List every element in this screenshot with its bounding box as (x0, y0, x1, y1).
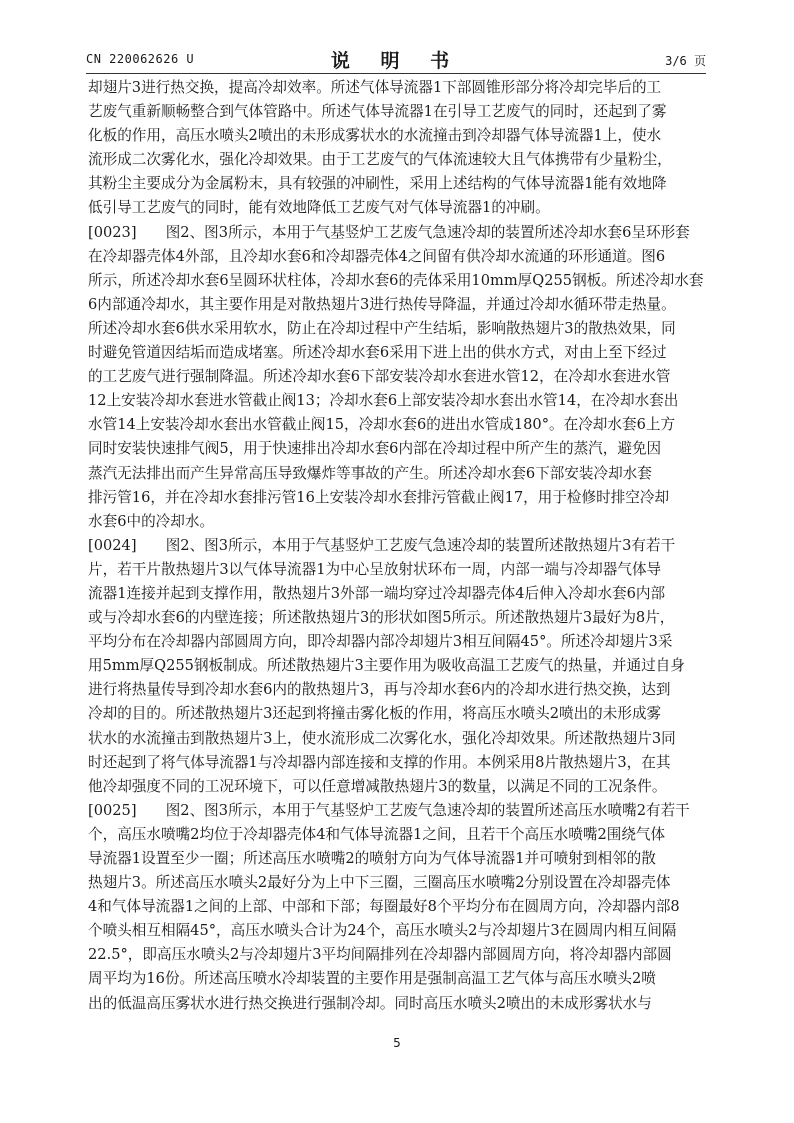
text-line: 用5mm厚Q255钢板制成。所述散热翅片3主要作用为吸收高温工艺废气的热量，并通过自身 (88, 657, 685, 675)
text-line: 片，若干片散热翅片3以气体导流器1为中心呈放射状环布一周，内部一端与冷却器气体导 (88, 560, 662, 578)
text-line: 所示，所述冷却水套6呈圆环状柱体，冷却水套6的壳体采用10mm厚Q255钢板。所述冷却水套 (88, 271, 704, 289)
document-title: 说 明 书 (330, 50, 462, 72)
text-line: 却翅片3进行热交换，提高冷却效率。所述气体导流器1下部圆锥形部分将冷却完毕后的工 (88, 79, 662, 96)
text-line: 时避免管道因结垢而造成堵塞。所述冷却水套6采用下进上出的供水方式，对由上至下经过 (88, 344, 667, 362)
text-line: 低引导工艺废气的同时，能有效地降低工艺废气对气体导流器1的冲刷。 (88, 199, 550, 217)
text-line: 他冷却强度不同的工况环境下，可以任意增减散热翅片3的数量，以满足不同的工况条件。 (88, 777, 667, 795)
text-line: 导流器1设置至少一圈；所述高压水喷嘴2的喷射方向为气体导流器1并可喷射到相邻的散 (88, 850, 656, 867)
header-rule (86, 73, 706, 74)
text-line: 化板的作用，高压水喷头2喷出的未形成雾状水的水流撞击到冷却器气体导流器1上，使水 (88, 127, 662, 145)
text-line: 或与冷却水套6的内壁连接；所述散热翅片3的形状如图5所示。所述散热翅片3最好为8片， (88, 609, 675, 627)
text-line: 周平均为16份。所述高压喷水冷却装置的主要作用是强制高温工艺气体与高压水喷头2喷 (88, 970, 656, 988)
text-line: 平均分布在冷却器内部圆周方向，即冷却器内部冷却翅片3相互间隔45°。所述冷却翅片3采 (88, 633, 673, 651)
page-indicator: 3/6 页 (665, 54, 706, 68)
text-line: 水套6中的冷却水。 (88, 512, 215, 530)
page-number: 5 (393, 1036, 401, 1050)
text-line: 流器1连接并起到支撑作用，散热翅片3外部一端均穿过冷却器壳体4后伸入冷却水套6内部 (88, 584, 666, 602)
text-line: 22.5°，即高压水喷头2与冷却翅片3平均间隔排列在冷却器内部圆周方向，将冷却器内部圆 (88, 946, 672, 964)
text-line: 的工艺废气进行强制降温。所述冷却水套6下部安装冷却水套进水管12，在冷却水套进水管 (88, 368, 671, 386)
text-line: 6内部通冷却水，其主要作用是对散热翅片3进行热传导降温，并通过冷却水循环带走热量。 (88, 295, 676, 313)
text-line: 同时安装快速排气阀5，用于快速排出冷却水套6内部在冷却过程中所产生的蒸汽，避免因 (88, 440, 662, 458)
text-line: 时还起到了将气体导流器1与冷却器内部连接和支撑的作用。本例采用8片散热翅片3，在其 (88, 753, 671, 771)
text-line: 冷却的目的。所述散热翅片3还起到将撞击雾化板的作用，将高压水喷头2喷出的未形成雾 (88, 705, 662, 723)
text-line: 艺废气重新顺畅整合到气体管路中。所述气体导流器1在引导工艺废气的同时，还起到了雾 (88, 103, 667, 121)
text-line: 在冷却器壳体4外部，且冷却水套6和冷却器壳体4之间留有供冷却水流通的环形通道。图6 (88, 247, 666, 265)
paragraph-0023-start: [0023] 图2、图3所示，本用于气基竖炉工艺废气急速冷却的装置所述冷却水套6呈环形套 (88, 223, 690, 241)
text-line: 进行将热量传导到冷却水套6内的散热翅片3，再与冷却水套6内的冷却水进行热交换，达到 (88, 681, 671, 699)
text-line: 个，高压水喷嘴2均位于冷却器壳体4和气体导流器1之间，且若干个高压水喷嘴2围绕气体 (88, 825, 666, 843)
text-line: 蒸汽无法排出而产生异常高压导致爆炸等事故的产生。所述冷却水套6下部安装冷却水套 (88, 464, 652, 482)
text-line: 个喷头相互相隔45°，高压水喷头合计为24个，高压水喷头2与冷却翅片3在圆周内相互间隔 (88, 922, 677, 940)
text-line: 流形成二次雾化水，强化冷却效果。由于工艺废气的气体流速较大且气体携带有少量粉尘， (88, 151, 672, 169)
text-line: 热翅片3。所述高压水喷头2最好分为上中下三圈，三圈高压水喷嘴2分别设置在冷却器壳体 (88, 874, 671, 892)
paragraph-0024-start: [0024] 图2、图3所示，本用于气基竖炉工艺废气急速冷却的装置所述散热翅片3有若干 (88, 536, 676, 554)
page-header (86, 46, 706, 70)
text-line: 12上安装冷却水套进水管截止阀13；冷却水套6上部安装冷却水套出水管14，在冷却水套出 (88, 392, 679, 410)
paragraph-0025-start: [0025] 图2、图3所示，本用于气基竖炉工艺废气急速冷却的装置所述高压水喷嘴2有若干 (88, 801, 690, 819)
text-line: 出的低温高压雾状水进行热交换进行强制冷却。同时高压水喷头2喷出的未成形雾状水与 (88, 994, 652, 1012)
text-line: 其粉尘主要成分为金属粉末，具有较强的冲刷性，采用上述结构的气体导流器1能有效地降 (88, 175, 667, 193)
text-line: 所述冷却水套6供水采用软水，防止在冷却过程中产生结垢，影响散热翅片3的散热效果，同 (88, 319, 676, 337)
document-body (88, 76, 708, 1016)
publication-number: CN 220062626 U (86, 52, 195, 66)
text-line: 水管14上安装冷却水套出水管截止阀15，冷却水套6的进出水管成180°。在冷却水套6上方 (88, 416, 676, 434)
text-line: 4和气体导流器1之间的上部、中部和下部；每圈最好8个平均分布在圆周方向，冷却器内部8 (88, 898, 680, 916)
text-line: 状水的水流撞击到散热翅片3上，使水流形成二次雾化水，强化冷却效果。所述散热翅片3同 (88, 729, 676, 747)
text-line: 排污管16，并在冷却水套排污管16上安装冷却水套排污管截止阀17，用于检修时排空冷却 (88, 488, 670, 506)
